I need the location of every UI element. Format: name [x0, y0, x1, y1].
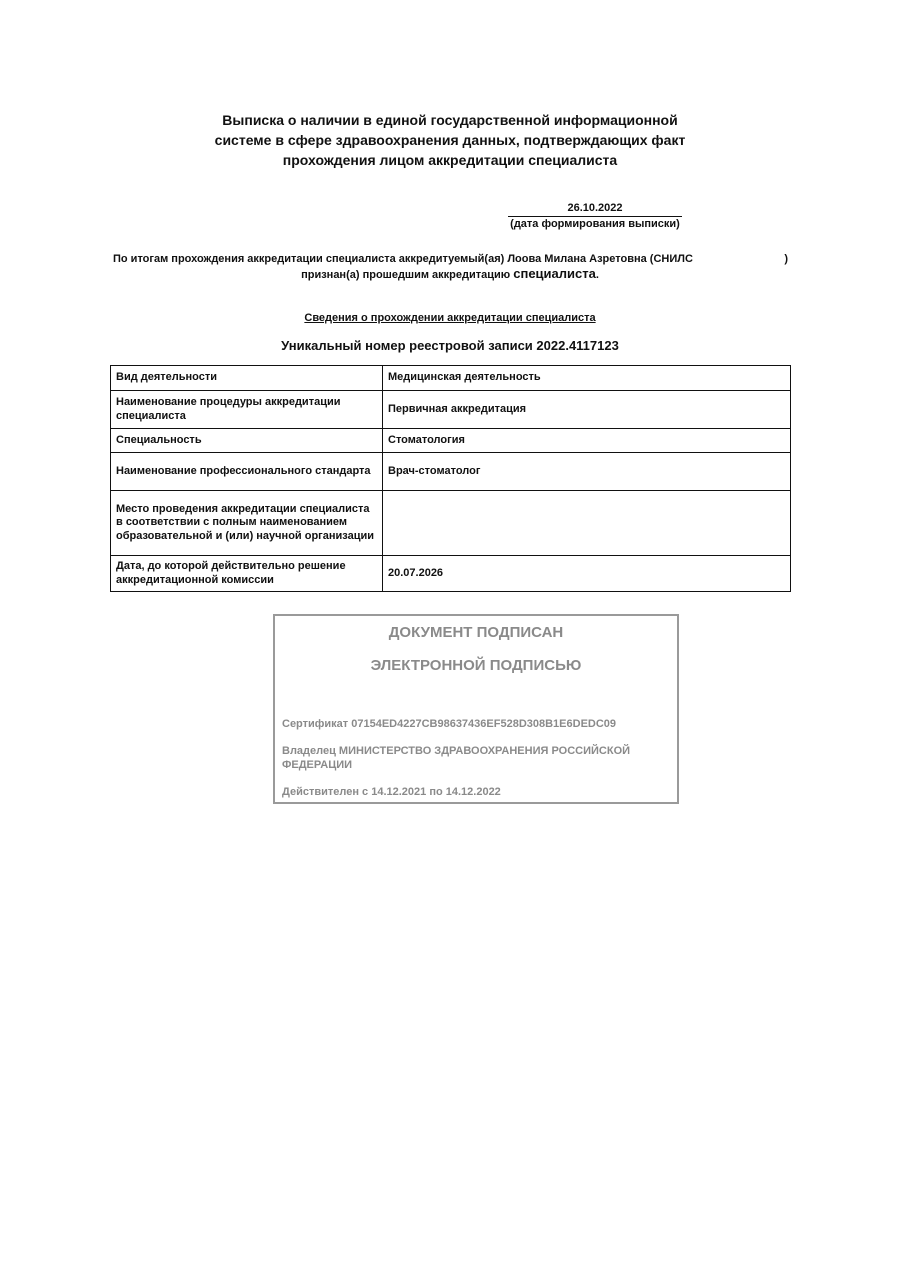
document-title-line: прохождения лицом аккредитации специалиста	[282, 152, 618, 168]
stamp-owner: Владелец МИНИСТЕРСТВО ЗДРАВООХРАНЕНИЯ РОССИЙСКОЙ ФЕДЕРАЦИИ	[282, 745, 631, 771]
document-title	[150, 110, 750, 170]
document-title-line: системе в сфере здравоохранения данных, подтверждающих факт	[214, 132, 686, 148]
stamp-heading-line-1: ДОКУМЕНТ ПОДПИСАН	[388, 624, 564, 641]
registry-number: Уникальный номер реестровой записи 2022.4117123	[281, 338, 619, 353]
issue-date-block	[508, 202, 682, 231]
stamp-validity: Действителен с 14.12.2021 по 14.12.2022	[282, 786, 501, 798]
statement-line-1	[110, 253, 790, 266]
accreditation-info-table	[110, 365, 791, 592]
table-value-cell: Первичная аккредитация	[383, 391, 791, 429]
table-value-cell: 20.07.2026	[383, 556, 791, 592]
table-row	[111, 556, 791, 592]
statement-line2-prefix: признан(а) прошедшим аккредитацию	[301, 269, 511, 281]
table-row	[111, 366, 791, 391]
statement-close-paren: )	[784, 253, 788, 265]
issue-date-value: 26.10.2022	[508, 202, 682, 217]
table-row	[111, 391, 791, 429]
electronic-signature-stamp	[273, 614, 679, 804]
section-heading: Сведения о прохождении аккредитации специалиста	[304, 312, 596, 324]
document-title-line: Выписка о наличии в единой государственной информационной	[222, 112, 678, 128]
table-row	[111, 491, 791, 556]
statement-line2-emphasis: специалиста	[513, 266, 596, 281]
table-row	[111, 429, 791, 453]
statement-line-2	[110, 267, 790, 282]
table-value-cell: Врач-стоматолог	[383, 453, 791, 491]
statement-line2-suffix: .	[595, 269, 599, 281]
table-row	[111, 453, 791, 491]
stamp-heading-line-2: ЭЛЕКТРОННОЙ ПОДПИСЬЮ	[370, 657, 582, 674]
table-label-cell: Место проведения аккредитации специалиста в соответствии с полным наименованием образовательной и (или) научной организации	[111, 491, 383, 556]
table-label-cell: Вид деятельности	[111, 366, 383, 391]
table-value-cell: Медицинская деятельность	[383, 366, 791, 391]
table-label-cell: Наименование процедуры аккредитации специалиста	[111, 391, 383, 429]
accreditation-statement	[110, 253, 790, 282]
stamp-certificate: Сертификат 07154ED4227CB98637436EF528D308B1E6DEDC09	[282, 718, 617, 730]
issue-date-caption: (дата формирования выписки)	[510, 218, 680, 230]
table-label-cell: Дата, до которой действительно решение аккредитационной комиссии	[111, 556, 383, 592]
table-value-cell	[383, 491, 791, 556]
table-label-cell: Наименование профессионального стандарта	[111, 453, 383, 491]
table-value-cell: Стоматология	[383, 429, 791, 453]
statement-text: По итогам прохождения аккредитации специалиста аккредитуемый(ая) Лоова Милана Азретовна (СНИЛС	[113, 253, 693, 265]
table-label-cell: Специальность	[111, 429, 383, 453]
